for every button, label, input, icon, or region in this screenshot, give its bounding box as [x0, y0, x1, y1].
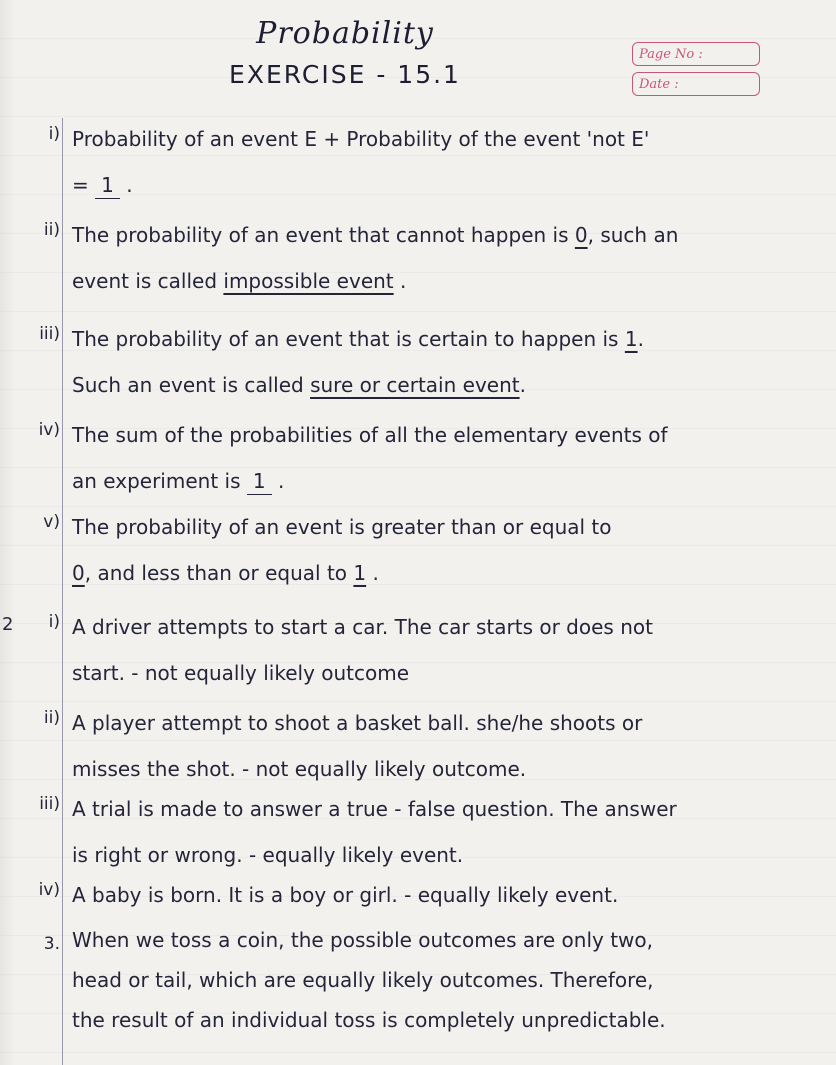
- page-no-box: [632, 42, 760, 66]
- q1-part-5-line1: The probability of an event is greater than or equal to: [72, 515, 612, 539]
- q2-part-3: [72, 786, 812, 878]
- answer-underlined: 0: [72, 561, 85, 585]
- page-title: Probability: [256, 16, 434, 51]
- q1-part-label: i): [48, 124, 60, 144]
- q2-part-label: iv): [38, 880, 60, 900]
- q1-part-3: [72, 316, 812, 408]
- line-end: .: [519, 373, 526, 397]
- line-end: .: [372, 561, 379, 585]
- q2-part-2-line1: A player attempt to shoot a basket ball. she/he shoots or: [72, 711, 643, 735]
- answer-blank: 1: [95, 172, 120, 199]
- answer-blank: 1: [247, 468, 272, 495]
- q1-part-4-line1: The sum of the probabilities of all the elementary events of: [72, 423, 668, 447]
- question-number: 3.: [43, 934, 60, 954]
- q1-part-5: [72, 504, 812, 596]
- q1-part-label: iii): [39, 324, 60, 344]
- page-no-label: Page No :: [639, 47, 703, 62]
- answer-underlined: sure or certain event: [310, 373, 520, 397]
- line-end: .: [277, 469, 285, 493]
- line-end: .: [637, 327, 644, 351]
- q2-part-2: [72, 700, 812, 792]
- q2-part-2-line2: misses the shot. - not equally likely outcome.: [72, 757, 527, 781]
- q1-part-label: iv): [38, 420, 60, 440]
- answer-underlined: impossible event: [223, 269, 394, 293]
- q2-part-label: ii): [43, 708, 60, 728]
- line-end: .: [126, 173, 133, 197]
- q3-line1: When we toss a coin, the possible outcomes are only two,: [72, 928, 654, 952]
- q1-part-1-line1: Probability of an event E + Probability of the event 'not E': [72, 127, 650, 151]
- q1-part-4: [72, 412, 812, 504]
- q2-part-1-line1: A driver attempts to start a car. The car starts or does not: [72, 615, 653, 639]
- q3-answer: [72, 920, 812, 1040]
- q1-part-3-line1: [72, 316, 812, 362]
- q1-part-label: v): [43, 512, 60, 532]
- answer-underlined: 1: [624, 327, 638, 351]
- q1-part-4-line2: [72, 458, 812, 504]
- statement-text: Such an event is called: [72, 373, 304, 397]
- q3-line3: the result of an individual toss is completely unpredictable.: [72, 1008, 666, 1032]
- q1-part-2-line1: [72, 212, 812, 258]
- q2-part-1-line2: start. - not equally likely outcome: [72, 661, 410, 685]
- q2-part-4-line1: A baby is born. It is a boy or girl. - equally likely event.: [72, 883, 619, 907]
- answer-underlined: 1: [353, 561, 367, 585]
- q1-part-5-line2: [72, 550, 812, 596]
- q1-part-2-line2: [72, 258, 812, 304]
- statement-text: The probability of an event that cannot happen is: [72, 223, 569, 247]
- q1-part-label: ii): [43, 220, 60, 240]
- question-number: 2: [2, 614, 14, 635]
- q1-part-1: [72, 116, 812, 208]
- exercise-heading: EXERCISE - 15.1: [229, 60, 461, 89]
- date-label: Date :: [639, 77, 679, 92]
- margin-line: [62, 118, 63, 1065]
- q2-part-3-line2: is right or wrong. - equally likely event.: [72, 843, 464, 867]
- statement-text: , such an: [587, 223, 679, 247]
- answer-underlined: 0: [574, 223, 588, 247]
- line-end: .: [400, 269, 407, 293]
- q2-part-label: i): [48, 612, 60, 632]
- q2-part-label: iii): [39, 794, 60, 814]
- date-box: [632, 72, 760, 96]
- q1-part-1-line2: [72, 162, 812, 208]
- statement-text: , and less than or equal to: [84, 561, 348, 585]
- q2-part-4: [72, 872, 812, 918]
- statement-text: The probability of an event that is certain to happen is: [72, 327, 619, 351]
- statement-text: event is called: [72, 269, 218, 293]
- q3-line2: head or tail, which are equally likely outcomes. Therefore,: [72, 968, 654, 992]
- q1-part-3-line2: [72, 362, 812, 408]
- statement-text: an experiment is: [72, 469, 241, 493]
- q1-part-2: [72, 212, 812, 304]
- equals-sign: =: [72, 173, 89, 197]
- q2-part-3-line1: A trial is made to answer a true - false question. The answer: [72, 797, 677, 821]
- q2-part-1: [72, 604, 812, 696]
